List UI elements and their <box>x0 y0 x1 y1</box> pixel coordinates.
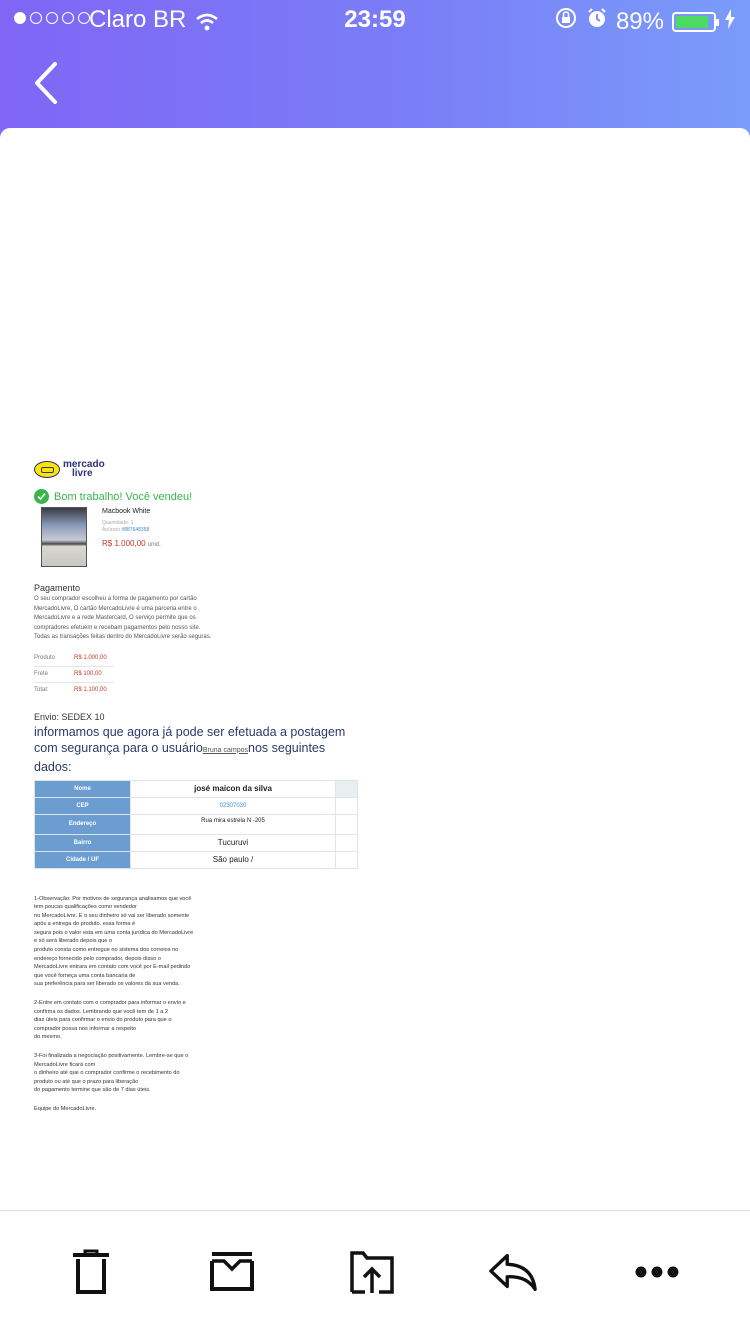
more-button[interactable] <box>632 1247 682 1297</box>
address-label: CEP <box>35 797 131 814</box>
share-icon <box>349 1250 395 1294</box>
shipping-method: Envio: SEDEX 10 <box>34 711 105 722</box>
check-circle-icon <box>34 489 49 504</box>
observations <box>34 895 224 1114</box>
total-label: Frete <box>34 670 49 677</box>
logo-line2: livre <box>72 468 93 479</box>
totals-table <box>34 651 114 698</box>
product-meta <box>102 520 161 534</box>
total-label: Total: <box>34 686 49 693</box>
table-row <box>35 780 358 797</box>
back-button[interactable] <box>30 60 66 106</box>
bottom-toolbar <box>0 1211 750 1334</box>
status-bar <box>0 0 750 40</box>
product-price <box>102 539 161 548</box>
logo-line1: mercado <box>63 459 105 470</box>
email-body <box>34 460 364 1124</box>
address-value: josé maicon da silva <box>131 780 336 797</box>
status-right <box>554 6 736 37</box>
address-label: Nome <box>35 780 131 797</box>
reply-button[interactable] <box>488 1247 538 1297</box>
total-row <box>34 667 114 683</box>
battery-level <box>676 16 708 28</box>
observation-paragraph: 1-Observação: Por motivos de segurança analisamos que você tem poucas qualificações como vendedor no MercadoLivre. E o seu dinheiro só vai ser liberado somente após a entrega do produto. essa forma é segura pois o valor esta em uma conta jurídica do MercadoLivre e só será liberado depois que o produto consta como entregue no sistema dos correios no endereço fornecido pelo comprador, depois disso o MercadoLivre entrara em contato com você por E-mail pedindo que você forneça uma conta bancaria de sua preferência para ser liberado os valores da sua venda. <box>34 895 194 988</box>
payment-text: O seu comprador escolheu a forma de pagamento por cartão MercadoLivre, O cartão MercadoLivre é uma parceria entre o MercadoLivre e a rede Mastercard, O serviço permite que os compradores efetuem e recebam pagamentos pelo nosso site. Todas as transações feitas dentro do MercadoLivre serão seguras. <box>34 596 212 640</box>
address-value[interactable]: 02307030 <box>131 797 336 814</box>
archive-button[interactable] <box>207 1247 257 1297</box>
listing-label: Anúncio <box>102 527 121 533</box>
price-value: R$ 1.000,00 <box>102 539 146 548</box>
total-label: Produto <box>34 654 56 661</box>
address-value: São paulo / <box>131 851 336 868</box>
listing-link[interactable]: #887648358 <box>121 527 150 533</box>
table-row <box>35 814 358 834</box>
address-label: Endereço <box>35 814 131 834</box>
handshake-logo-icon <box>34 461 60 478</box>
total-value: R$ 100,00 <box>74 670 102 677</box>
success-message: Bom trabalho! Você vendeu! <box>54 490 193 503</box>
price-unit: unid. <box>147 542 161 548</box>
product-quantity: Quantidade: 1 <box>102 520 134 526</box>
table-row <box>35 834 358 851</box>
notice-text-end: nos seguintes dados: <box>34 740 326 774</box>
chevron-left-icon <box>30 60 66 106</box>
share-button[interactable] <box>347 1247 397 1297</box>
observation-paragraph: 2-Entre em contato com o comprador para informar o envio e confirma os dados. Lembrando que você tem de 1 a 2 dias úteis para confirmar o envio do produto para que o comprador possa nos informar a respeito do mesmo. <box>34 1000 186 1041</box>
trash-icon <box>71 1249 111 1295</box>
observation-paragraph: 3-Foi finalizada a negociação positivamente. Lembre-se que o MercadoLivre ficará com o dinheiro até que o comprador confirme o recebimento do produto ou até que o prazo para liberação do pagamento termine que são de 7 dias úteis. <box>34 1053 189 1094</box>
product-info <box>102 507 161 567</box>
clock: 23:59 <box>344 6 406 33</box>
alarm-icon <box>586 7 608 36</box>
reply-icon <box>488 1252 538 1292</box>
signature: Equipe do MercadoLivre. <box>34 1105 97 1112</box>
address-value: Rua mira estrela N -205 <box>131 814 336 834</box>
table-row <box>35 851 358 868</box>
product-summary <box>34 507 364 567</box>
notice-text: informamos que agora já pode ser efetuada a postagem com segurança para o usuário <box>34 724 346 755</box>
address-label: Bairro <box>35 834 131 851</box>
archive-icon <box>209 1252 255 1292</box>
shipping-notice <box>34 724 358 775</box>
table-row <box>35 797 358 814</box>
delete-button[interactable] <box>66 1247 116 1297</box>
carrier-name: Claro BR <box>89 6 187 33</box>
orientation-lock-icon <box>554 6 578 37</box>
total-value: R$ 1.100,00 <box>74 686 107 693</box>
total-row <box>34 683 114 698</box>
mercadolivre-logo <box>34 460 364 478</box>
total-value: R$ 1.000,00 <box>74 654 107 661</box>
product-image[interactable] <box>41 507 87 567</box>
product-name: Macbook White <box>102 508 151 515</box>
success-banner <box>34 489 364 504</box>
battery-percent: 89% <box>615 7 664 35</box>
charging-icon <box>724 8 736 36</box>
address-value: Tucuruvi <box>131 834 336 851</box>
payment-title: Pagamento <box>34 583 81 593</box>
header <box>0 0 750 140</box>
more-icon <box>634 1265 680 1279</box>
buyer-username-link[interactable]: Bruna campos <box>202 746 248 754</box>
address-label: Cidade / UF <box>35 851 131 868</box>
battery-icon <box>672 12 716 32</box>
total-row <box>34 651 114 667</box>
address-table <box>34 780 358 869</box>
